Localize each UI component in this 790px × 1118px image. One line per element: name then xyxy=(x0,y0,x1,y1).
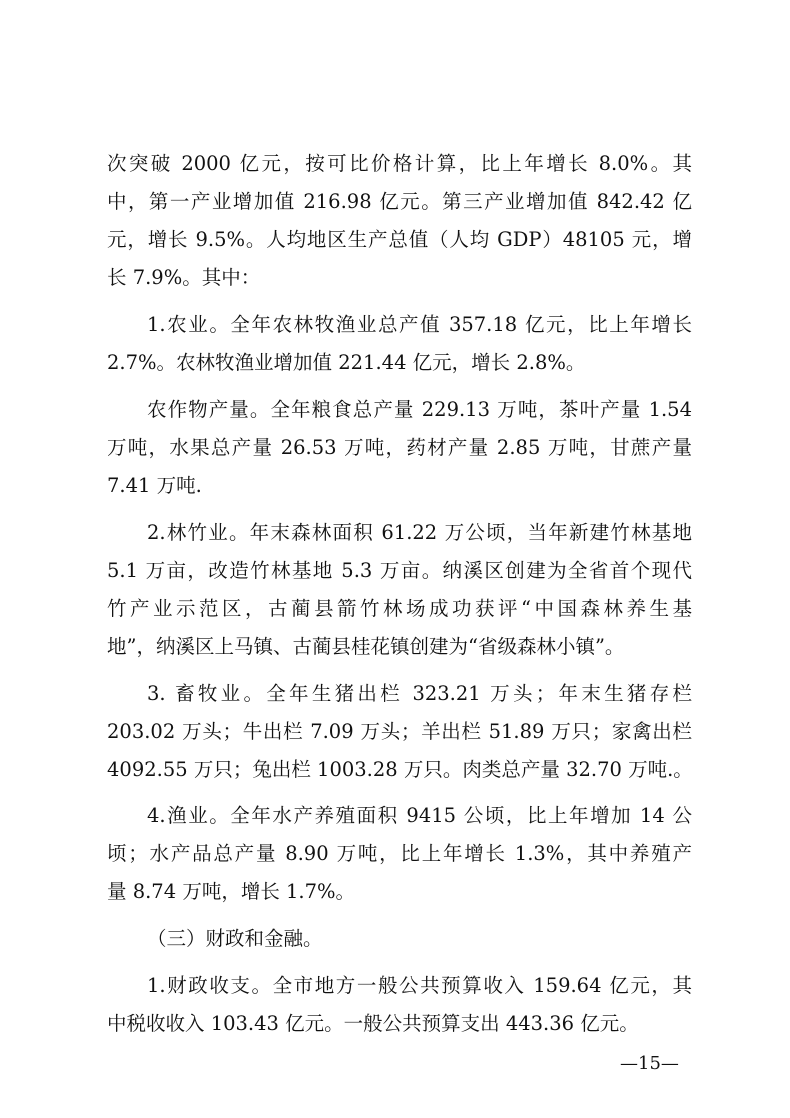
paragraph-line-19: 量 8.74 万吨，增长 1.7%。 xyxy=(107,880,356,903)
page-number: —15— xyxy=(620,1053,679,1074)
paragraph-line-6: 2.7%。农林牧渔业增加值 221.44 亿元，增长 2.8%。 xyxy=(107,351,586,374)
paragraph-line-8: 万吨，水果总产量 26.53 万吨，药材产量 2.85 万吨，甘蔗产量 xyxy=(107,436,692,459)
section-heading: （三）财政和金融。 xyxy=(147,927,323,950)
paragraph-line-1: 次突破 2000 亿元，按可比价格计算，比上年增长 8.0%。其 xyxy=(107,152,692,175)
paragraph-line-12: 竹产业示范区，古蔺县箭竹林场成功获评“中国森林养生基 xyxy=(107,597,692,620)
paragraph-line-18: 顷；水产品总产量 8.90 万吨，比上年增长 1.3%，其中养殖产 xyxy=(107,842,692,865)
paragraph-line-21: 中税收收入 103.43 亿元。一般公共预算支出 443.36 亿元。 xyxy=(107,1012,639,1035)
paragraph-line-4: 长 7.9%。其中： xyxy=(107,266,261,289)
paragraph-line-13: 地”，纳溪区上马镇、古蔺县桂花镇创建为“省级森林小镇”。 xyxy=(107,635,625,658)
paragraph-line-20: 1.财政收支。全市地方一般公共预算收入 159.64 亿元，其 xyxy=(147,974,692,997)
paragraph-line-5: 1.农业。全年农林牧渔业总产值 357.18 亿元，比上年增长 xyxy=(147,313,692,336)
paragraph-line-9: 7.41 万吨. xyxy=(107,474,202,497)
paragraph-line-11: 5.1 万亩，改造竹林基地 5.3 万亩。纳溪区创建为全省首个现代 xyxy=(107,559,692,582)
paragraph-line-7: 农作物产量。全年粮食总产量 229.13 万吨，茶叶产量 1.54 xyxy=(147,398,692,421)
paragraph-line-16: 4092.55 万只；兔出栏 1003.28 万只。肉类总产量 32.70 万吨.。 xyxy=(107,758,693,781)
paragraph-line-15: 203.02 万头；牛出栏 7.09 万头；羊出栏 51.89 万只；家禽出栏 xyxy=(107,720,692,743)
paragraph-line-10: 2.林竹业。年末森林面积 61.22 万公顷，当年新建竹林基地 xyxy=(147,521,692,544)
paragraph-line-14: 3. 畜牧业。全年生猪出栏 323.21 万头；年末生猪存栏 xyxy=(147,682,692,705)
paragraph-line-3: 元，增长 9.5%。人均地区生产总值（人均 GDP）48105 元，增 xyxy=(107,228,692,251)
paragraph-line-17: 4.渔业。全年水产养殖面积 9415 公顷，比上年增加 14 公 xyxy=(147,804,692,827)
paragraph-line-2: 中，第一产业增加值 216.98 亿元。第三产业增加值 842.42 亿 xyxy=(107,190,692,213)
